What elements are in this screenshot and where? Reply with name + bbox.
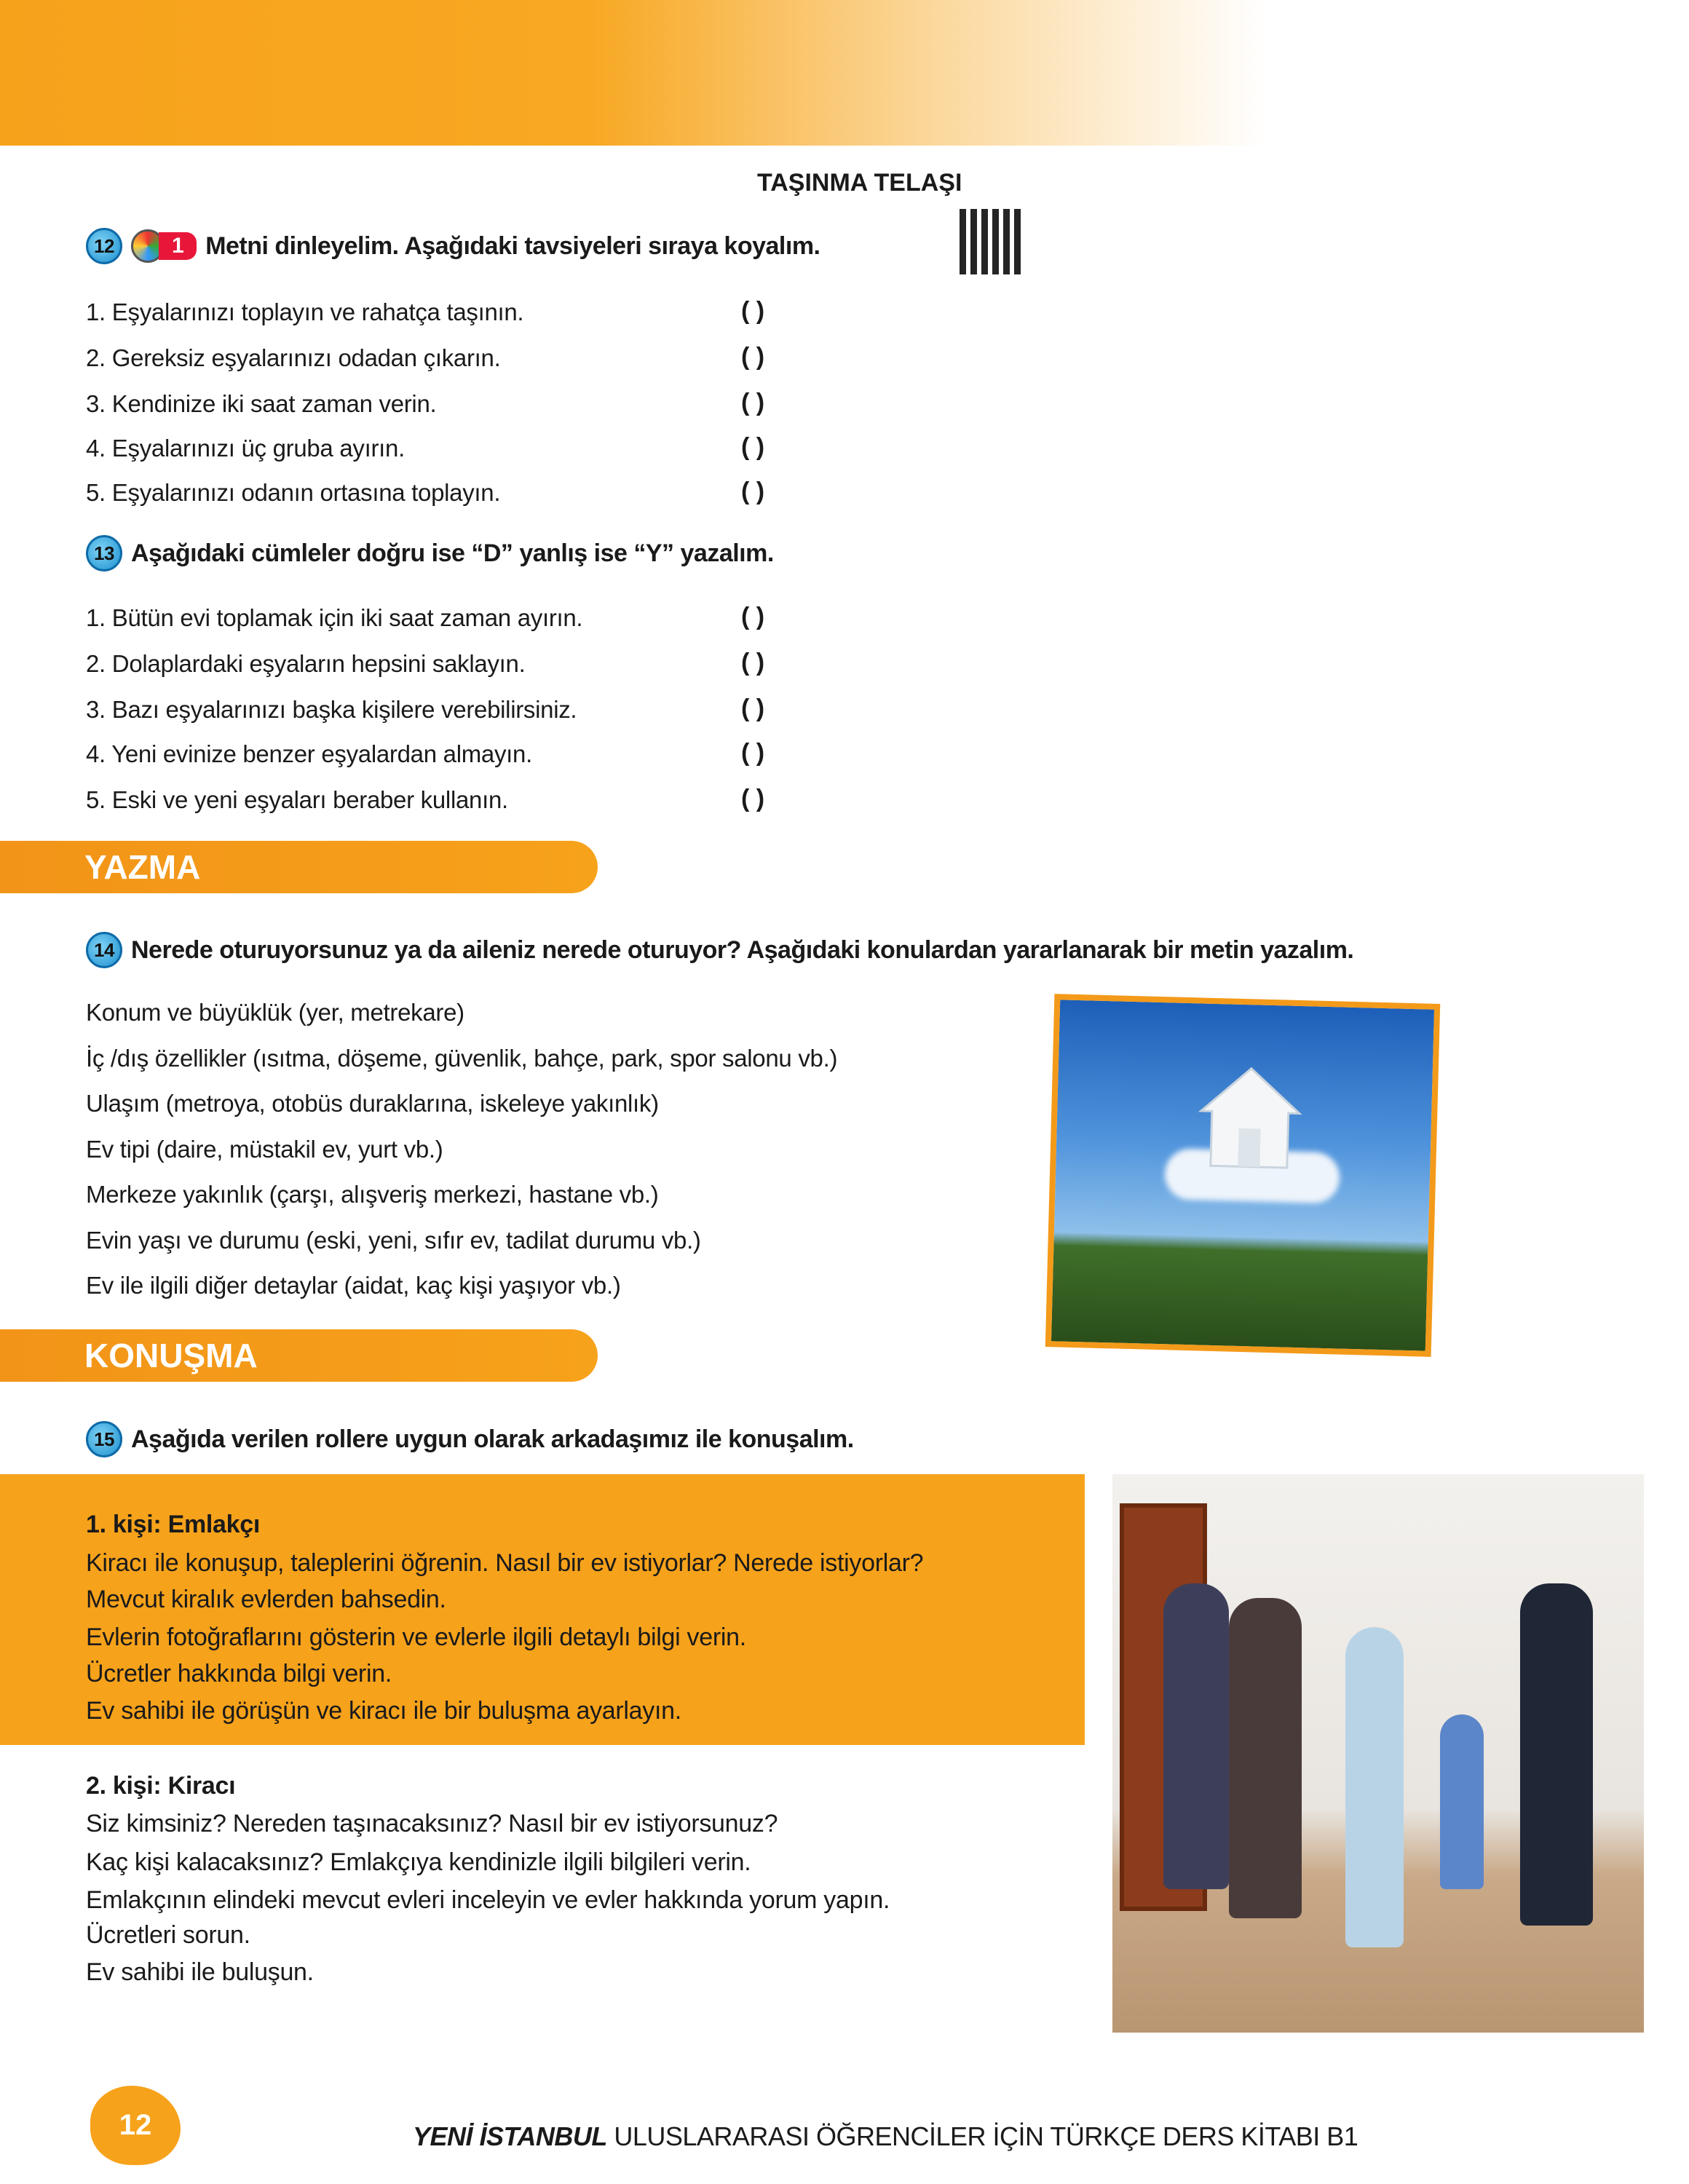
question-number: 14 (86, 932, 122, 968)
audio-track-badge[interactable]: 1 (131, 229, 197, 263)
role-line: Evlerin fotoğraflarını gösterin ve evlerle ilgili detaylı bilgi verin. (86, 1623, 746, 1651)
role-line: Mevcut kiralık evlerden bahsedin. (86, 1586, 446, 1613)
list-item: 4. Yeni evinize benzer eşyalardan almayın. (86, 740, 532, 767)
answer-blank[interactable]: ( ) (741, 695, 765, 722)
list-item: 4. Eşyalarınızı üç gruba ayırın. (86, 435, 405, 462)
answer-blank[interactable]: ( ) (741, 389, 765, 416)
list-item: 2. Dolaplardaki eşyaların hepsini saklayın. (86, 650, 526, 677)
answer-blank[interactable]: ( ) (741, 785, 765, 812)
role-line: Kiracı ile konuşup, taleplerini öğrenin. Nasıl bir ev istiyorlar? Nerede istiyorlar? (86, 1549, 924, 1577)
list-item: 1. Eşyalarınızı toplayın ve rahatça taşının. (86, 298, 524, 325)
family-with-realtor-photo (1112, 1474, 1644, 2033)
question-number: 13 (86, 535, 122, 571)
list-item: 5. Eşyalarınızı odanın ortasına toplayın. (86, 479, 501, 506)
answer-blank[interactable]: ( ) (741, 343, 765, 371)
role-line: Ev sahibi ile buluşun. (86, 1958, 314, 1986)
answer-blank[interactable]: ( ) (741, 603, 765, 630)
q15-heading: 15 Aşağıda verilen rollere uygun olarak arkadaşımız ile konuşalım. (86, 1421, 854, 1457)
list-item: 1. Bütün evi toplamak için iki saat zaman ayırın. (86, 604, 583, 631)
role-line: Emlakçının elindeki mevcut evleri inceleyin ve evler hakkında yorum yapın. (86, 1886, 890, 1914)
role-line: Ücretler hakkında bilgi verin. (86, 1660, 392, 1688)
page-number: 12 (90, 2086, 181, 2165)
list-item: 3. Kendinize iki saat zaman verin. (86, 390, 437, 417)
role1-heading: 1. kişi: Emlakçı (86, 1511, 261, 1538)
page-title: TAŞINMA TELAŞI (757, 169, 962, 197)
top-banner (0, 0, 1689, 146)
section-konusma: KONUŞMA (0, 1329, 598, 1382)
q12-heading: 12 1 Metni dinleyelim. Aşağıdaki tavsiyeleri sıraya koyalım. (86, 228, 820, 264)
footer-book-title: YENİ İSTANBUL ULUSLARARASI ÖĞRENCİLER İÇİN TÜRKÇE DERS KİTABI B1 (413, 2121, 1358, 2151)
role-line: Ücretleri sorun. (86, 1921, 250, 1949)
list-item: Merkeze yakınlık (çarşı, alışveriş merkezi, hastane vb.) (86, 1181, 659, 1208)
list-item: 5. Eski ve yeni eşyaları beraber kullanın. (86, 786, 508, 813)
list-item: 2. Gereksiz eşyalarınızı odadan çıkarın. (86, 344, 501, 371)
q13-heading: 13 Aşağıdaki cümleler doğru ise “D” yanlış ise “Y” yazalım. (86, 535, 774, 571)
role-line: Siz kimsiniz? Nereden taşınacaksınız? Nasıl bir ev istiyorsunuz? (86, 1810, 778, 1837)
answer-blank[interactable]: ( ) (741, 739, 765, 767)
section-yazma: YAZMA (0, 841, 598, 893)
answer-blank[interactable]: ( ) (741, 297, 765, 325)
answer-blank[interactable]: ( ) (741, 433, 765, 461)
role-line: Kaç kişi kalacaksınız? Emlakçıya kendinizle ilgili bilgileri verin. (86, 1848, 751, 1876)
question-number: 15 (86, 1421, 122, 1457)
answer-blank[interactable]: ( ) (741, 478, 765, 505)
qr-code[interactable] (960, 209, 1025, 274)
question-number: 12 (86, 228, 122, 264)
q14-heading: 14 Nerede oturuyorsunuz ya da aileniz nerede oturuyor? Aşağıdaki konulardan yararlanarak bir metin yazalım. (86, 932, 1353, 968)
list-item: Konum ve büyüklük (yer, metrekare) (86, 999, 464, 1026)
floating-house-photo (1045, 994, 1441, 1357)
role-line: Ev sahibi ile görüşün ve kiracı ile bir buluşma ayarlayın. (86, 1697, 681, 1725)
list-item: Ulaşım (metroya, otobüs duraklarına, iskeleye yakınlık) (86, 1090, 659, 1117)
list-item: İç /dış özellikler (ısıtma, döşeme, güvenlik, bahçe, park, spor salonu vb.) (86, 1045, 838, 1072)
list-item: Ev ile ilgili diğer detaylar (aidat, kaç kişi yaşıyor vb.) (86, 1272, 621, 1299)
list-item: Ev tipi (daire, müstakil ev, yurt vb.) (86, 1136, 443, 1163)
list-item: 3. Bazı eşyalarınızı başka kişilere verebilirsiniz. (86, 696, 577, 723)
answer-blank[interactable]: ( ) (741, 649, 765, 676)
list-item: Evin yaşı ve durumu (eski, yeni, sıfır ev, tadilat durumu vb.) (86, 1227, 701, 1254)
role2-heading: 2. kişi: Kiracı (86, 1772, 236, 1800)
